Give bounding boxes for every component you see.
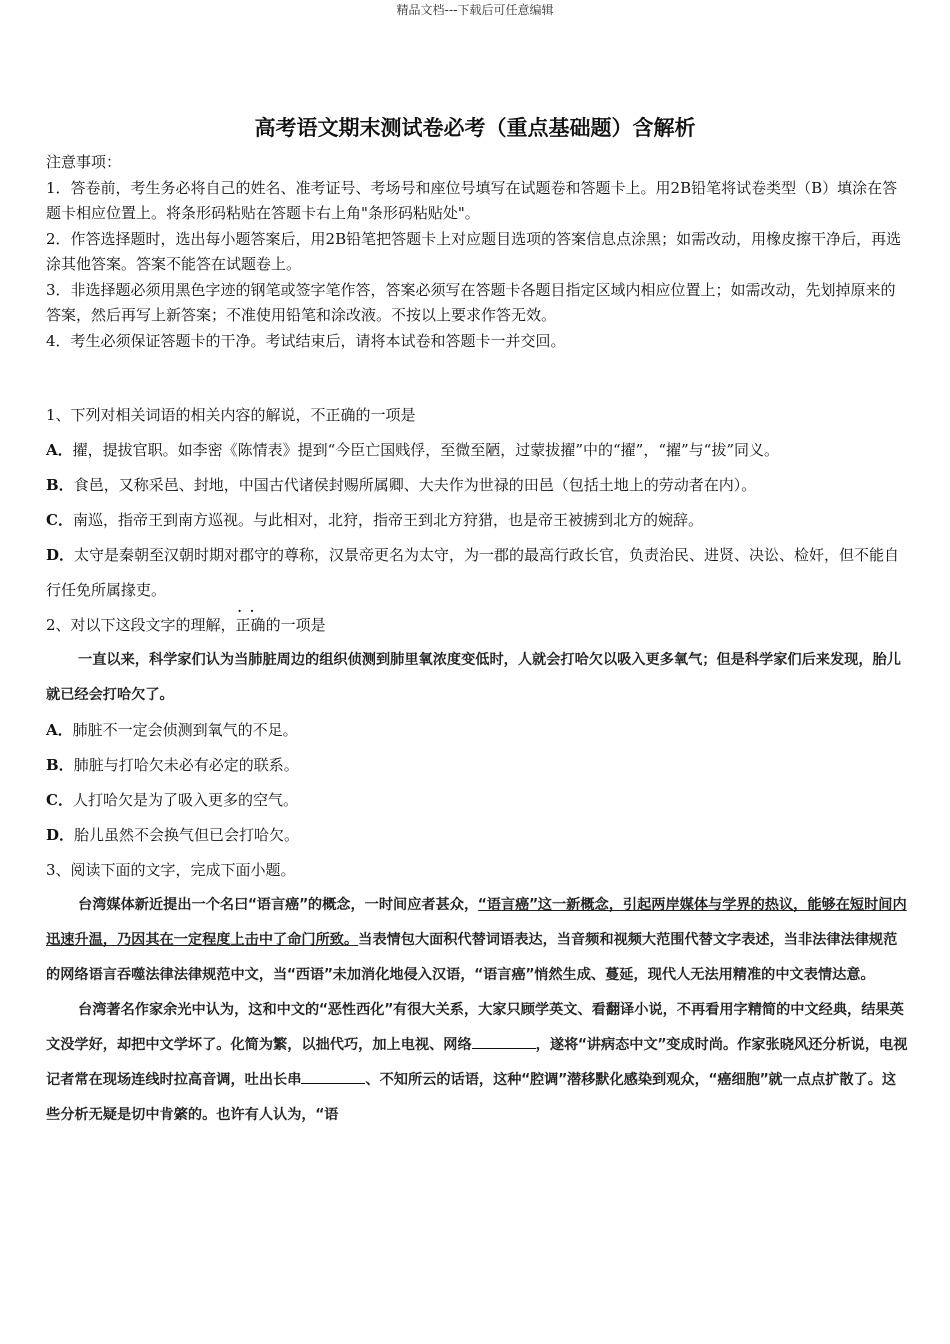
option-letter: C．	[46, 511, 73, 529]
fill-blank	[301, 1069, 365, 1084]
question-1-option-c	[46, 503, 908, 538]
option-text: 擢，提拔官职。如李密《陈情表》提到“今臣亡国贱俘，至微至陋，过蒙拔擢”中的“擢”，“擢”与“拔”同义。	[72, 441, 779, 459]
paragraph-text: 台湾媒体新近提出一个名曰“语言癌”的概念，一时间应者甚众，	[78, 897, 479, 913]
paragraph-text: 、不知所云的话语，这种“腔调”潜移默化感染到观众，“癌细胞”就一点点扩散了。这些分析无疑是切中肯綮的。也许有人认为，“语	[46, 1072, 897, 1123]
option-letter: A．	[46, 441, 73, 459]
notice-item: 2．作答选择题时，选出每小题答案后，用2B铅笔把答题卡上对应题目选项的答案信息点涂黑；如需改动，用橡皮擦干净后，再选涂其他答案。答案不能答在试题卷上。	[46, 229, 902, 273]
option-text: 太守是秦朝至汉朝时期对郡守的尊称，汉景帝更名为太守，为一郡的最高行政长官，负责治民、进贤、决讼、检奸，但不能自行任免所属掾吏。	[46, 546, 900, 599]
option-text: 肺脏不一定会侦测到氧气的不足。	[72, 721, 298, 739]
fill-blank	[472, 1034, 536, 1049]
option-letter: D．	[46, 826, 75, 844]
page-header: 精品文档---下载后可任意编辑	[396, 3, 554, 17]
stem-text: 2、对以下这段文字的理解，	[46, 616, 236, 634]
option-text: 人打哈欠是为了吸入更多的空气。	[72, 791, 298, 809]
question-2-option-d	[46, 818, 908, 853]
question-3-stem: 3、阅读下面的文字，完成下面小题。	[46, 861, 296, 879]
question-3-paragraph-1	[46, 888, 908, 993]
option-letter: A．	[46, 721, 73, 739]
notice-item: 4．考生必须保证答题卡的干净。考试结束后，请将本试卷和答题卡一并交回。	[46, 331, 566, 350]
question-2-passage: 一直以来，科学家们认为当肺脏周边的组织侦测到肺里氧浓度变低时，人就会打哈欠以吸入更多氧气；但是科学家们后来发现，胎儿就已经会打哈欠了。	[46, 652, 901, 703]
paragraph-text: ，遂将“讲病态中文”变成时尚。作家张晓风还分析说，电视记者常在现场连线时拉高音调，吐出长串	[46, 1037, 908, 1088]
option-letter: C．	[46, 791, 73, 809]
option-text: 胎儿虽然不会换气但已会打哈欠。	[74, 826, 300, 844]
option-letter: B．	[46, 756, 74, 774]
question-1-option-a	[46, 433, 908, 468]
question-3-paragraph-2	[46, 993, 908, 1133]
question-1-stem: 1、下列对相关词语的相关内容的解说，不正确的一项是	[46, 406, 416, 424]
notice-section	[46, 150, 906, 354]
question-2-option-b	[46, 748, 908, 783]
notice-item: 3．非选择题必须用黑色字迹的钢笔或签字笔作答，答案必须写在答题卡各题目指定区域内相应位置上；如需改动，先划掉原来的答案，然后再写上新答案；不准使用铅笔和涂改液。不按以上要求作答无效。	[46, 280, 896, 324]
question-2-option-a	[46, 713, 908, 748]
option-text: 肺脏与打哈欠未必有必定的联系。	[73, 756, 299, 774]
question-1-option-b	[46, 468, 908, 503]
option-letter: B．	[46, 476, 74, 494]
notice-heading: 注意事项：	[46, 153, 122, 171]
notice-item: 1．答卷前，考生务必将自己的姓名、准考证号、考场号和座位号填写在试题卷和答题卡上。用2B铅笔将试卷类型（B）填涂在答题卡相应位置上。将条形码粘贴在答题卡右上角"条形码粘贴处"。	[46, 178, 898, 222]
paragraph-text: 台湾著名作家余光中认为，这和中文的“恶性西化”有很大关系，大家只顾学英文、看翻译小说，不再看用字精简的中文经典，结果英文没学好，却把中文学坏了。化简为繁，以拙代巧，加上电视、网络	[46, 1002, 904, 1053]
stem-text: 的一项是	[265, 616, 326, 634]
question-2-option-c	[46, 783, 908, 818]
option-text: 南巡，指帝王到南方巡视。与此相对，北狩，指帝王到北方狩猎，也是帝王被掳到北方的婉辞。	[72, 511, 703, 529]
question-1-option-d	[46, 538, 908, 608]
option-text: 食邑，又称采邑、封地，中国古代诸侯封赐所属卿、大夫作为世禄的田邑（包括土地上的劳动者在内）。	[73, 476, 757, 494]
questions-section	[46, 398, 908, 1133]
underlined-sentence: “语言癌”这一新概念，引起两岸媒体与学界的热议，能够在短时间内迅速升温，乃因其在一定程度上击中了命门所致。	[46, 897, 907, 948]
question-2-stem	[46, 608, 908, 643]
document-title: 高考语文期末测试卷必考（重点基础题）含解析	[254, 116, 696, 140]
emphasis-word: · · 正确	[236, 608, 266, 643]
option-letter: D．	[46, 546, 75, 564]
paragraph-text: 当表情包大面积代替词语表达，当音频和视频大范围代替文字表述，当非法律法律规范的网络语言吞噬法律法律规范中文，当“西语”未加消化地侵入汉语，“语言癌”悄然生成、蔓延，现代人无法用精准的中文表情达意。	[46, 932, 898, 983]
